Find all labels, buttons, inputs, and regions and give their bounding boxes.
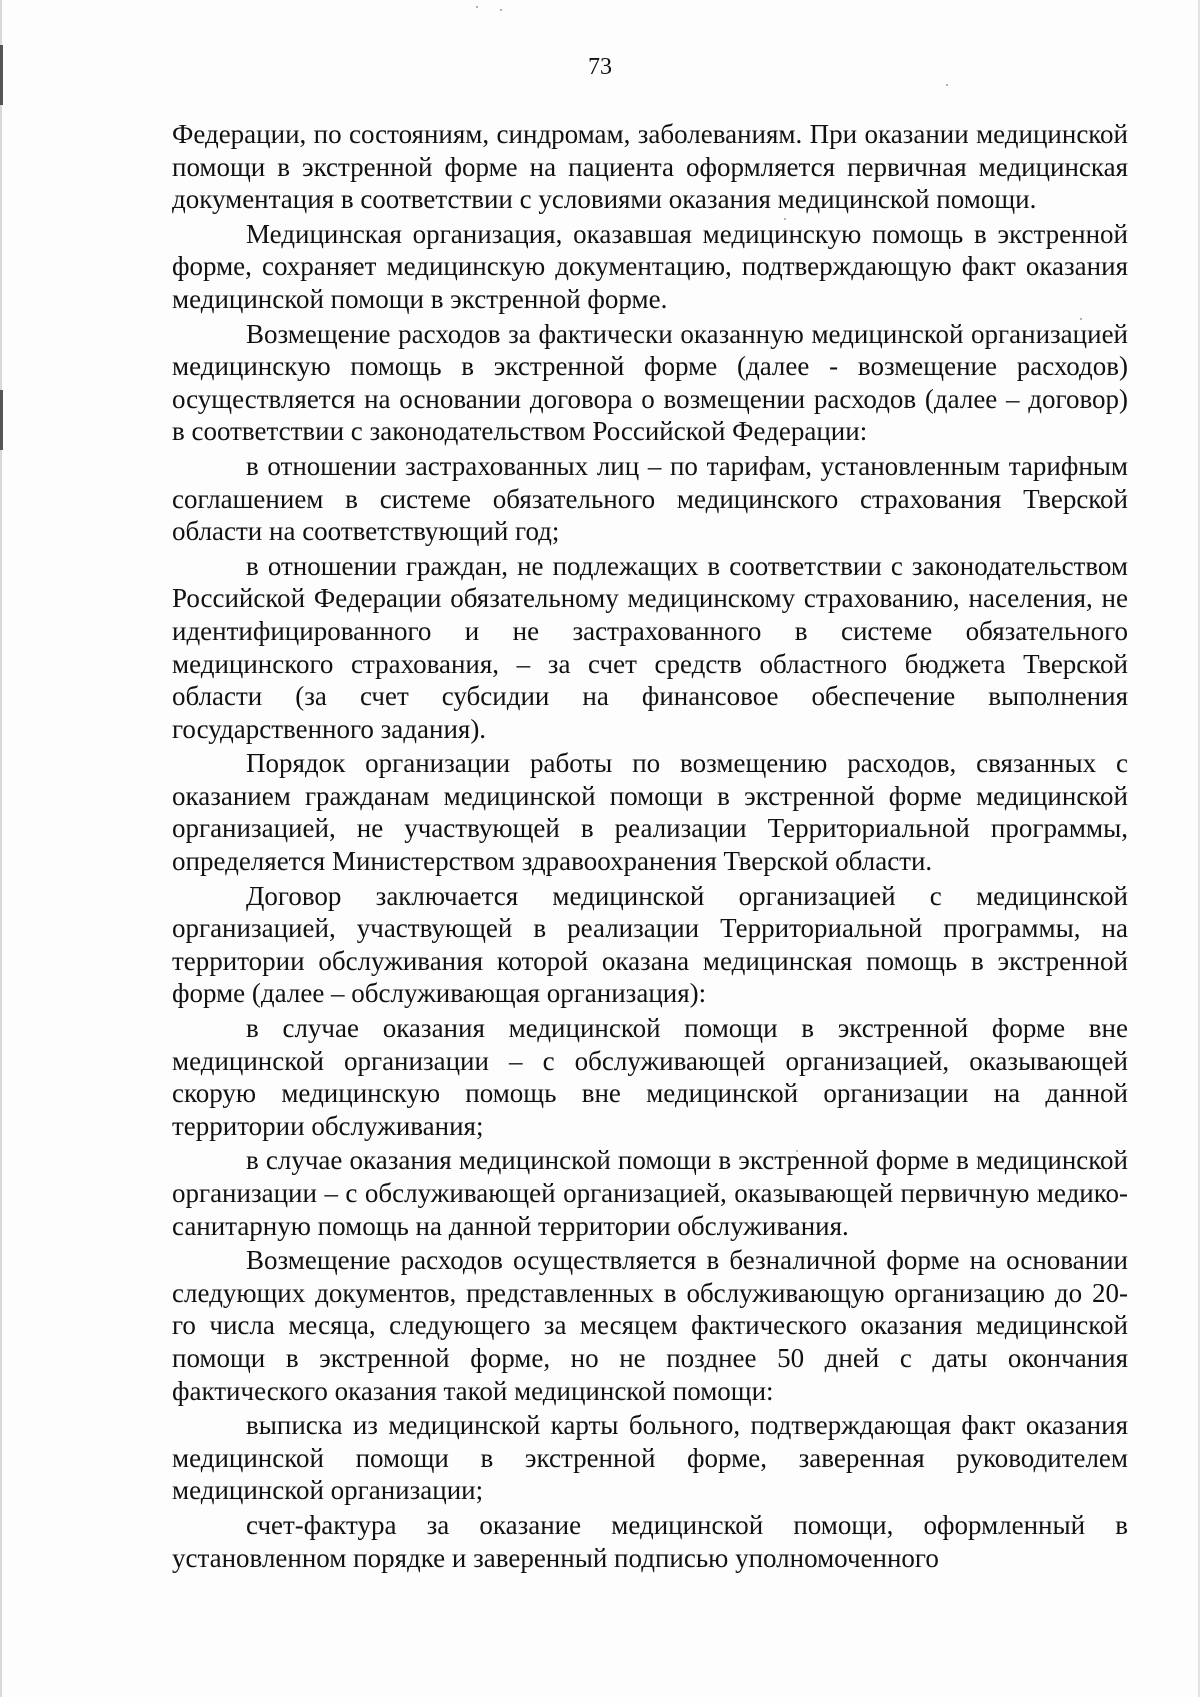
paragraph: Федерации, по состояниям, синдромам, заболеваниям. При оказании медицинской помощи в экстренной форме на пациента оформляется первичная медицинская документация в соответствии с условиями оказания медицинской помощи. <box>172 119 1128 215</box>
paragraph: Возмещение расходов за фактически оказанную медицинской организацией медицинскую помощь в экстренной форме (далее - возмещение расходов) осуществляется на основании договора о возмещении расходов (далее – договор) в соответствии с законодательством Российской Федерации: <box>172 318 1128 447</box>
paragraph: в случае оказания медицинской помощи в экстренной форме вне медицинской организации – с обслуживающей организацией, оказывающей скорую медицинскую помощь вне медицинской организации на данной территории обслуживания; <box>172 1013 1128 1141</box>
paragraph: выписка из медицинской карты больного, подтверждающая факт оказания медицинской помощи в экстренной форме, заверенная руководителем медицинской организации; <box>172 1410 1128 1506</box>
scan-mark <box>0 390 3 450</box>
paragraph: счет-фактура за оказание медицинской помощи, оформленный в установленном порядке и заверенный подписью уполномоченного <box>172 1509 1128 1573</box>
paragraph: Порядок организации работы по возмещению расходов, связанных с оказанием гражданам медицинской помощи в экстренной форме медицинской организацией, не участвующей в реализации Территориальной программы, определяется Министерством здравоохранения Тверской области. <box>172 748 1128 877</box>
paragraph: в случае оказания медицинской помощи в экстренной форме в медицинской организации – с обслуживающей организацией, оказывающей первичную медико-санитарную помощь на данной территории обслуживания. <box>172 1145 1128 1241</box>
paragraph: Договор заключается медицинской организацией с медицинской организацией, участвующей в реализации Территориальной программы, на территории обслуживания которой оказана медицинская помощь в экстренной форме (далее – обслуживающая организация): <box>172 880 1128 1009</box>
paragraph: в отношении граждан, не подлежащих в соответствии с законодательством Российской Федерации обязательному медицинскому страхованию, населения, не идентифицированного и не застрахованного в системе обязательного медицинского страхования, – за счет средств областного бюджета Тверской области (за счет субсидии на финансовое обеспечение выполнения государственного задания). <box>172 550 1128 744</box>
paragraph: Возмещение расходов осуществляется в безналичной форме на основании следующих документов, представленных в обслуживающую организацию до 20-го числа месяца, следующего за месяцем фактического оказания медицинской помощи в экстренной форме, но не позднее 50 дней с даты окончания фактического оказания такой медицинской помощи: <box>172 1245 1128 1406</box>
paragraph: Медицинская организация, оказавшая медицинскую помощь в экстренной форме, сохраняет медицинскую документацию, подтверждающую факт оказания медицинской помощи в экстренной форме. <box>172 218 1128 314</box>
scan-edge-left <box>0 0 2 1697</box>
scan-speck <box>946 84 948 86</box>
page-number: 73 <box>588 54 612 80</box>
scan-speck <box>500 9 502 11</box>
scan-speck <box>476 6 478 8</box>
paragraph: в отношении застрахованных лиц – по тарифам, установленным тарифным соглашением в системе обязательного медицинского страхования Тверской области на соответствующий год; <box>172 450 1128 547</box>
document-body <box>172 118 1128 1576</box>
